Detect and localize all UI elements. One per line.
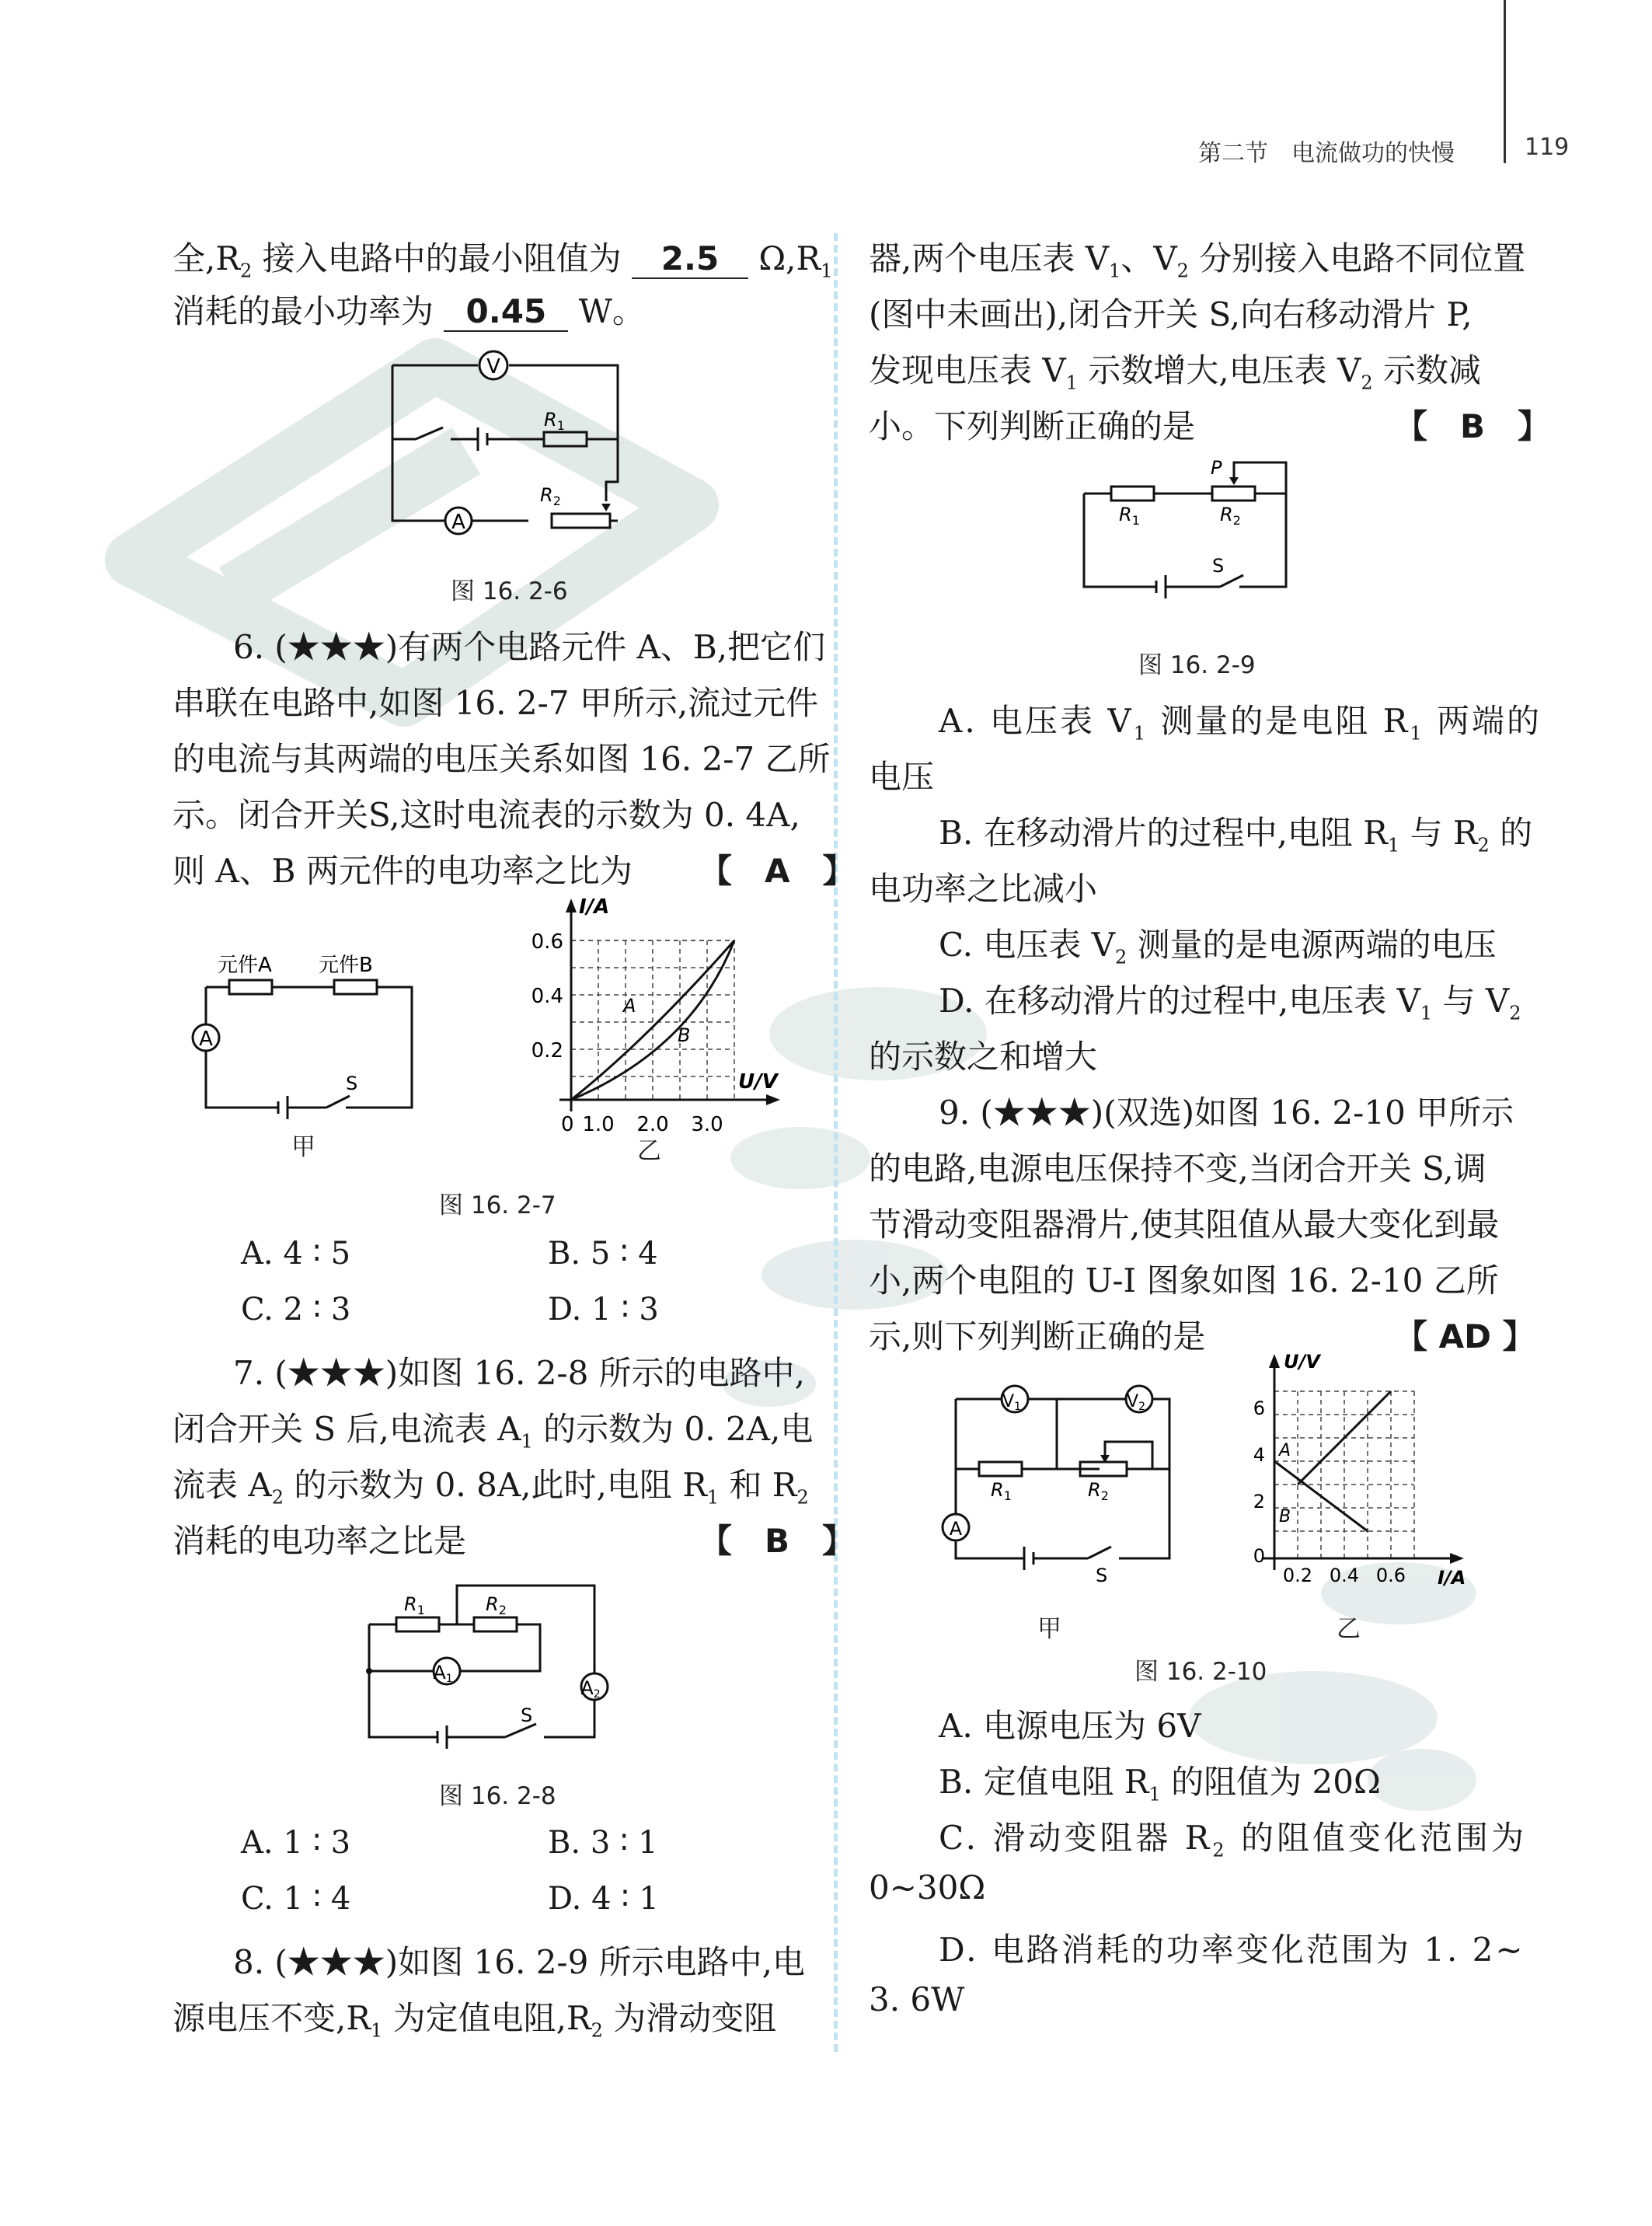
q5-line2: 消耗的最小功率为 0.45 W。 bbox=[173, 292, 645, 330]
fig8-a1-label: A bbox=[433, 1662, 446, 1683]
q5-blank2: 0.45 bbox=[444, 292, 568, 332]
fig7-y-tick-0.6: 0.6 bbox=[531, 930, 563, 954]
q6-option-b: B. 5 ∶ 4 bbox=[548, 1236, 658, 1272]
figure-16-2-6 bbox=[381, 342, 629, 544]
fig7-curve-B-label: B bbox=[678, 1024, 691, 1046]
fig7-y-tick-0.4: 0.4 bbox=[531, 985, 563, 1008]
fig10-y-tick-2: 2 bbox=[1253, 1491, 1265, 1512]
q6-line5: 则 A、B 两元件的电功率之比为 bbox=[173, 852, 633, 890]
fig10-y-axis-label: U/V bbox=[1284, 1352, 1320, 1373]
caption-16-2-8: 图 16. 2-8 bbox=[439, 1782, 556, 1810]
fig7-y-tick-0.2: 0.2 bbox=[531, 1039, 563, 1062]
section-title: 第二节 电流做功的快慢 bbox=[1198, 140, 1455, 167]
page-number: 119 bbox=[1525, 134, 1570, 161]
q9-option-b: B. 定值电阻 $R_1$ 的阻值为 20Ω bbox=[939, 1763, 1381, 1806]
svg-text:A2: A2 bbox=[580, 1677, 601, 1701]
q9-option-c-line1: C. 滑动变阻器 $R_2$ 的阻值变化范围为 bbox=[939, 1819, 1527, 1861]
q6-answer: 【 A 】 bbox=[699, 852, 856, 890]
q6-line3: 的电流与其两端的电压关系如图 16. 2-7 乙所 bbox=[173, 740, 831, 778]
svg-text:R1: $R_1$ bbox=[991, 1479, 1012, 1503]
q7-option-d: D. 4 ∶ 1 bbox=[548, 1881, 659, 1917]
fig10-v1-label: V bbox=[1002, 1392, 1015, 1411]
q9-option-d-line1: D. 电路消耗的功率变化范围为 1. 2~ bbox=[939, 1931, 1525, 1969]
fig7-elemA-label: 元件A bbox=[218, 954, 272, 977]
svg-text:R1: $R_1$ bbox=[404, 1593, 425, 1617]
svg-text:V1: V1 bbox=[1002, 1392, 1021, 1413]
q8-option-d-line1: D. 在移动滑片的过程中,电压表 $V_1$ 与 $V_2$ bbox=[939, 982, 1521, 1024]
fig9-r1-label: R bbox=[1119, 504, 1132, 525]
q7-option-b: B. 3 ∶ 1 bbox=[548, 1825, 658, 1861]
fig9-p-label: P bbox=[1211, 457, 1222, 479]
fig8-r2-label: R bbox=[486, 1593, 499, 1615]
fig10-line-A-label: A bbox=[1279, 1441, 1291, 1460]
q6-line2: 串联在电路中,如图 16. 2-7 甲所示,流过元件 bbox=[173, 684, 819, 722]
q8-cont-line3: 发现电压表 $V_1$ 示数增大,电压表 $V_2$ 示数减 bbox=[869, 351, 1481, 394]
q6-line1: 6. (★★★)有两个电路元件 A、B,把它们 bbox=[233, 628, 826, 666]
q8-line1: 8. (★★★)如图 16. 2-9 所示电路中,电 bbox=[233, 1943, 806, 1981]
fig10-x-tick-0.6: 0.6 bbox=[1375, 1565, 1406, 1586]
fig10-r1-label: R bbox=[991, 1479, 1004, 1501]
fig8-a2-label: A bbox=[580, 1677, 594, 1699]
q9-option-a: A. 电源电压为 6V bbox=[939, 1707, 1201, 1745]
q7-line3: 流表 $A_2$ 的示数为 0. 8A,此时,电阻 $R_1$ 和 $R_2$ bbox=[173, 1466, 809, 1509]
fig7-x-tick-3: 3.0 bbox=[691, 1113, 723, 1136]
fig6-r2-label: R bbox=[540, 484, 553, 506]
fig7-x-axis-label: U/V bbox=[738, 1070, 778, 1094]
figure-16-2-10-circuit bbox=[932, 1368, 1189, 1593]
q6-option-c: C. 2 ∶ 3 bbox=[241, 1292, 351, 1328]
fig10-v2-label: V bbox=[1127, 1392, 1139, 1411]
fig7-left-label: 甲 bbox=[291, 1133, 315, 1161]
q5-line1: 全$,R_2$ 接入电路中的最小阻值为 2.5 $\Omega,R_1$ bbox=[173, 239, 833, 282]
svg-text:V2: V2 bbox=[1127, 1392, 1145, 1413]
svg-text:R1: $R_1$ bbox=[544, 409, 565, 433]
q7-answer: 【 B 】 bbox=[699, 1522, 856, 1560]
fig7-x-tick-0: 0 bbox=[561, 1113, 574, 1136]
svg-text:R2: $R_2$ bbox=[1220, 504, 1241, 528]
q8-option-b-line2: 电功率之比减小 bbox=[869, 870, 1098, 908]
q6-line4: 示。闭合开关S,这时电流表的示数为 0. 4A, bbox=[173, 796, 800, 834]
svg-text:R2: $R_2$ bbox=[486, 1593, 507, 1617]
svg-text:A1: A1 bbox=[433, 1662, 453, 1685]
caption-16-2-9: 图 16. 2-9 bbox=[1138, 651, 1256, 679]
fig6-voltmeter-label: V bbox=[486, 355, 500, 379]
header-divider bbox=[1504, 0, 1506, 163]
q7-line2: 闭合开关 S 后,电流表 $A_1$ 的示数为 0. 2A,电 bbox=[173, 1410, 814, 1453]
q9-option-c-line2: 0~30Ω bbox=[869, 1868, 986, 1907]
fig7-curve-A-label: A bbox=[623, 995, 636, 1017]
q8-answer: 【 B 】 bbox=[1395, 407, 1551, 445]
fig10-x-tick-0.2: 0.2 bbox=[1282, 1565, 1313, 1586]
fig7-right-label: 乙 bbox=[637, 1137, 661, 1165]
q9-line4: 小,两个电阻的 U-I 图象如图 16. 2-10 乙所 bbox=[869, 1261, 1499, 1300]
fig7-ammeter-label: A bbox=[199, 1028, 213, 1051]
figure-16-2-8 bbox=[357, 1562, 622, 1764]
q8-option-a-line2: 电压 bbox=[869, 758, 935, 796]
column-divider bbox=[834, 233, 838, 2052]
fig8-switch-label: S bbox=[521, 1704, 533, 1726]
q9-line1: 9. (★★★)(双选)如图 16. 2-10 甲所示 bbox=[939, 1094, 1514, 1132]
fig10-r2-label: R bbox=[1088, 1479, 1101, 1501]
q7-option-a: A. 1 ∶ 3 bbox=[241, 1825, 351, 1861]
fig10-ammeter-label: A bbox=[949, 1518, 963, 1540]
q8-line2: 源电压不变$,R_1$ 为定值电阻$,R_2$ 为滑动变阻 bbox=[173, 1999, 777, 2042]
figure-16-2-9 bbox=[1072, 451, 1305, 614]
fig10-x-tick-0.4: 0.4 bbox=[1329, 1565, 1360, 1586]
fig10-y-tick-6: 6 bbox=[1253, 1397, 1265, 1419]
figure-16-2-10-graph bbox=[1220, 1352, 1484, 1593]
fig7-x-tick-2: 2.0 bbox=[636, 1113, 669, 1136]
fig10-right-label: 乙 bbox=[1337, 1615, 1361, 1643]
svg-text:R1: $R_1$ bbox=[1119, 504, 1140, 528]
q8-cont-line4: 小。下列判断正确的是 bbox=[869, 407, 1196, 445]
caption-16-2-7: 图 16. 2-7 bbox=[439, 1192, 556, 1219]
fig6-ammeter-label: A bbox=[451, 511, 465, 534]
q8-cont-line2: (图中未画出),闭合开关 S,向右移动滑片 P, bbox=[869, 295, 1473, 333]
q6-option-a: A. 4 ∶ 5 bbox=[241, 1236, 351, 1272]
q9-option-d-line2: 3. 6W bbox=[869, 1980, 965, 2018]
q9-line3: 节滑动变阻器滑片,使其阻值从最大变化到最 bbox=[869, 1205, 1500, 1244]
figure-16-2-7-circuit bbox=[179, 940, 427, 1135]
fig9-switch-label: S bbox=[1212, 555, 1225, 577]
q9-line2: 的电路,电源电压保持不变,当闭合开关 S,调 bbox=[869, 1150, 1486, 1188]
fig7-x-tick-1: 1.0 bbox=[582, 1113, 615, 1136]
fig10-switch-label: S bbox=[1096, 1565, 1108, 1586]
q8-cont-line1: 器,两个电压表 $V_1$、$V_2$ 分别接入电路不同位置 bbox=[869, 239, 1526, 282]
q9-answer: 【 AD 】 bbox=[1395, 1317, 1535, 1355]
figure-16-2-7-graph bbox=[513, 894, 793, 1150]
fig7-y-axis-label: I/A bbox=[579, 895, 610, 919]
fig10-y-tick-4: 4 bbox=[1253, 1444, 1265, 1466]
q7-line1: 7. (★★★)如图 16. 2-8 所示的电路中, bbox=[233, 1354, 806, 1392]
q8-option-b-line1: B. 在移动滑片的过程中,电阻 $R_1$ 与 $R_2$ 的 bbox=[939, 814, 1533, 857]
fig7-elemB-label: 元件B bbox=[319, 954, 373, 977]
svg-text:R2: $R_2$ bbox=[1088, 1479, 1109, 1503]
fig7-switch-label: S bbox=[346, 1073, 358, 1094]
q7-line4: 消耗的电功率之比是 bbox=[173, 1522, 467, 1560]
fig10-x-axis-label: I/A bbox=[1438, 1567, 1466, 1589]
fig9-r2-label: R bbox=[1220, 504, 1233, 525]
fig10-left-label: 甲 bbox=[1037, 1615, 1061, 1643]
fig10-y-tick-0: 0 bbox=[1253, 1545, 1265, 1567]
q5-blank1: 2.5 bbox=[632, 239, 748, 279]
q8-option-d-line2: 的示数之和增大 bbox=[869, 1038, 1098, 1076]
q9-line5: 示,则下列判断正确的是 bbox=[869, 1317, 1206, 1355]
q8-option-c: C. 电压表 $V_2$ 测量的是电源两端的电压 bbox=[939, 926, 1497, 968]
caption-16-2-6: 图 16. 2-6 bbox=[451, 577, 568, 605]
fig10-line-B-label: B bbox=[1279, 1507, 1291, 1526]
q6-option-d: D. 1 ∶ 3 bbox=[548, 1292, 659, 1328]
fig6-r1-label: R bbox=[544, 409, 557, 431]
fig8-r1-label: R bbox=[404, 1593, 417, 1615]
svg-text:R2: $R_2$ bbox=[540, 484, 561, 508]
q8-option-a-line1: A. 电压表 $V_1$ 测量的是电阻 $R_1$ 两端的 bbox=[939, 702, 1542, 745]
q7-option-c: C. 1 ∶ 4 bbox=[241, 1881, 351, 1917]
caption-16-2-10: 图 16. 2-10 bbox=[1134, 1658, 1267, 1686]
